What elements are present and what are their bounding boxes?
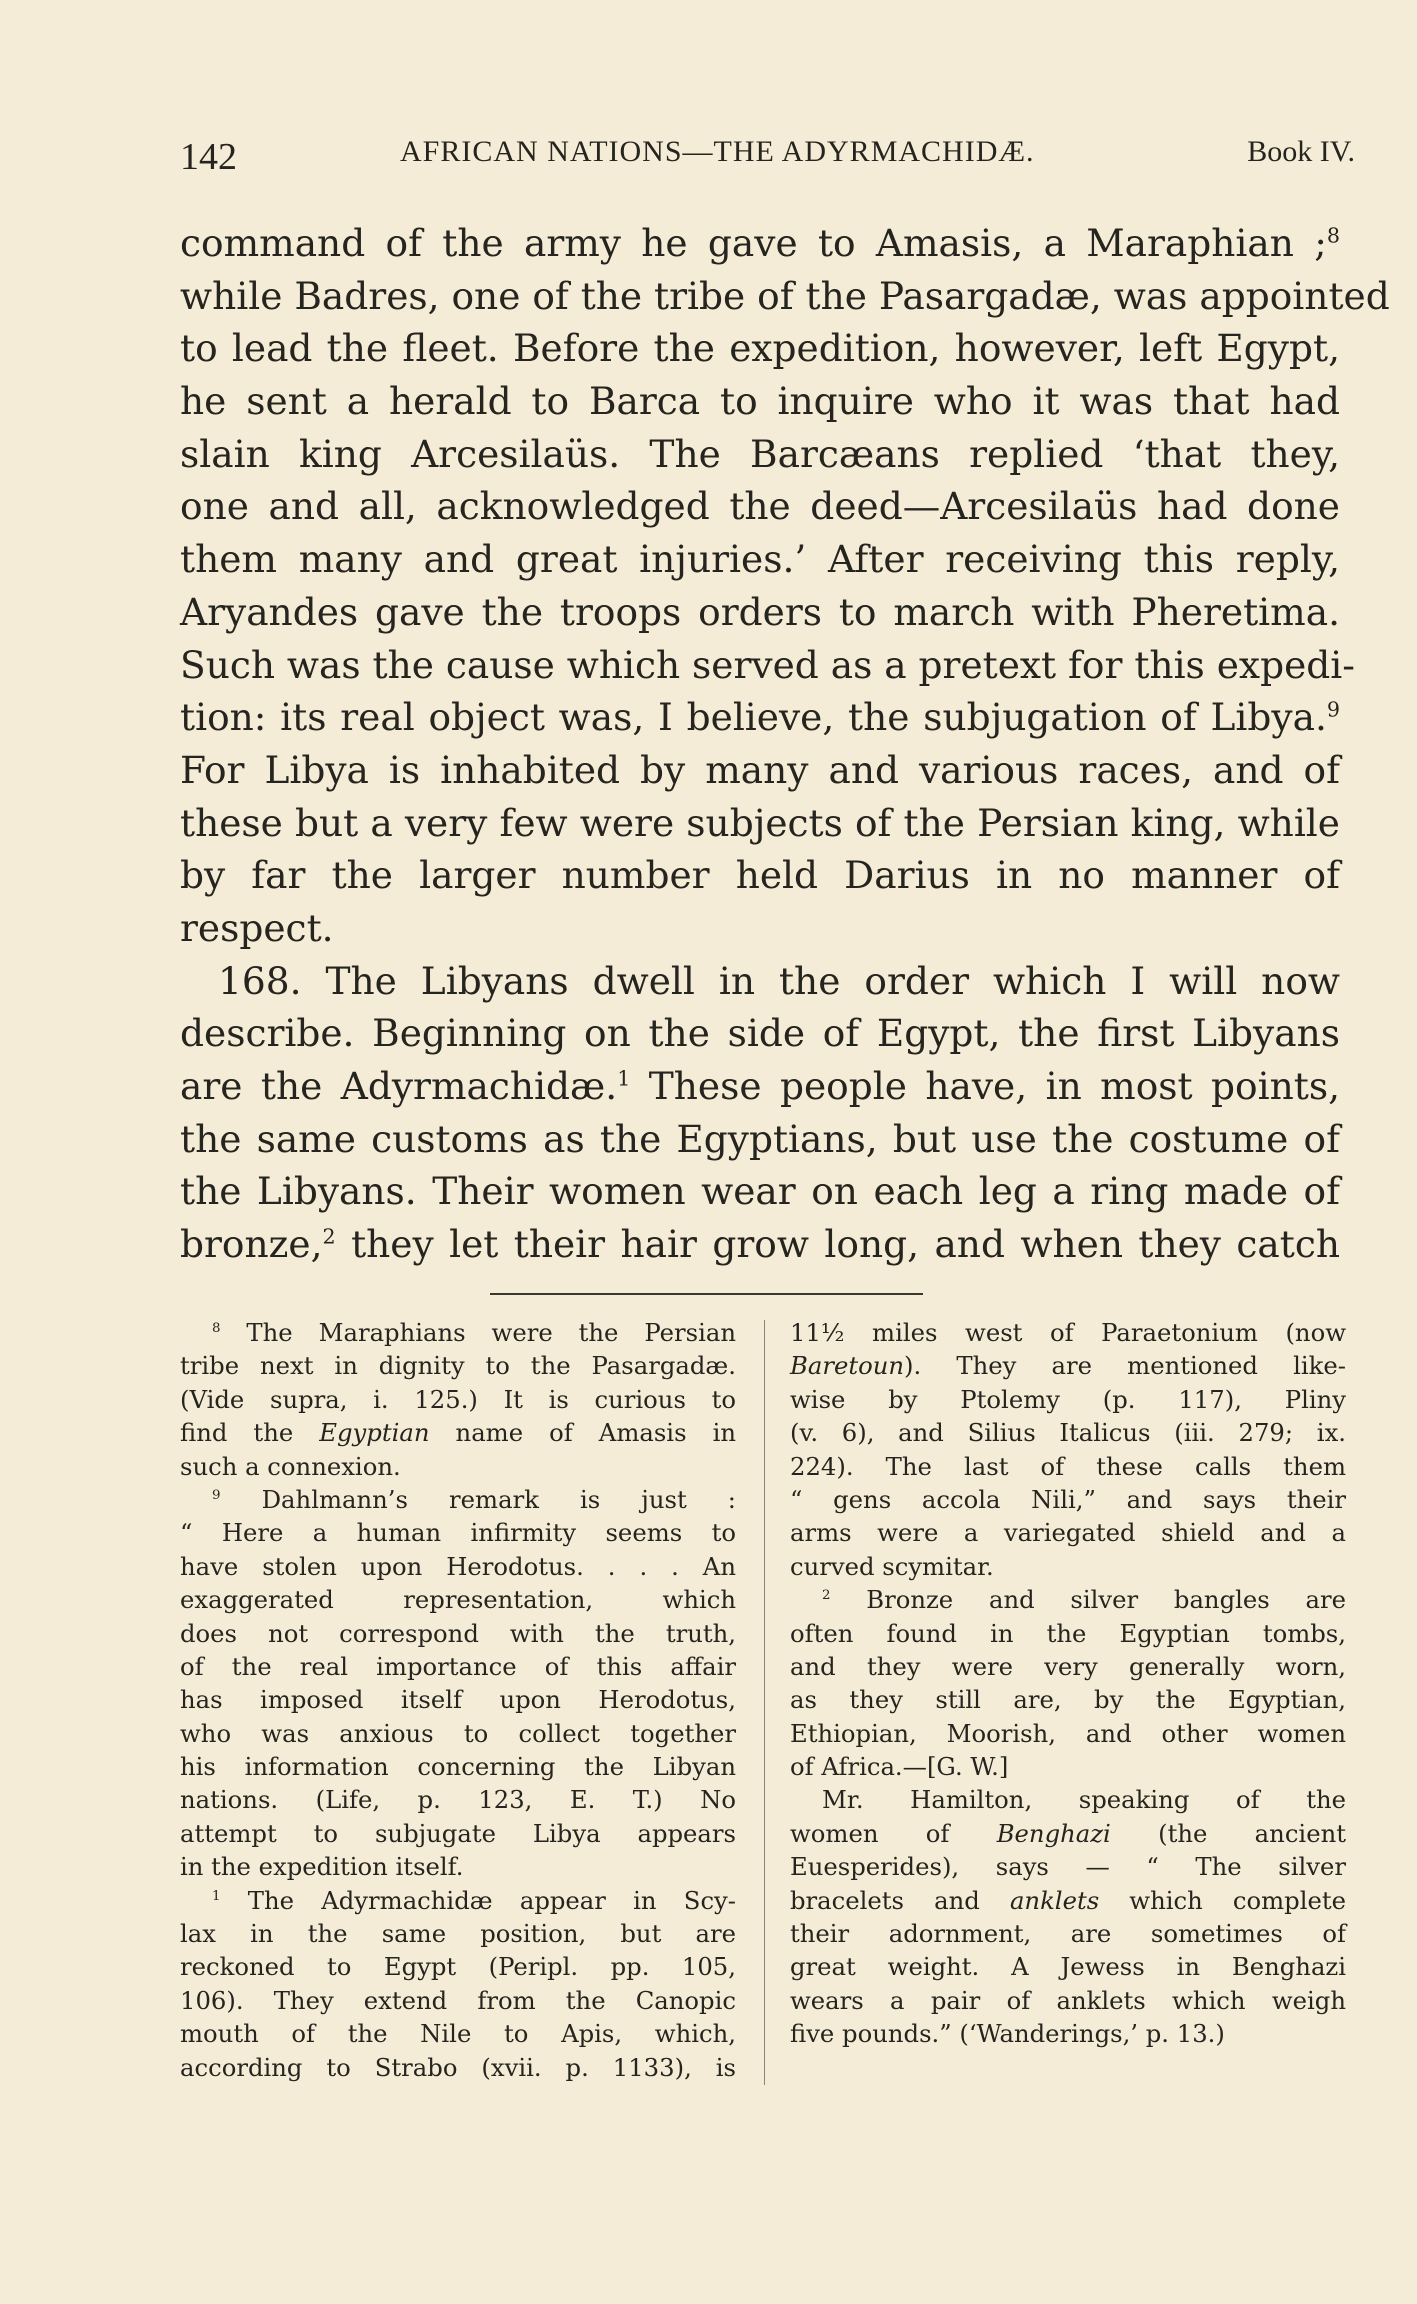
line-text: slain king Arcesilaüs. The Barcæans replied ‘that they,	[180, 431, 1340, 476]
footnote-line	[790, 1349, 1346, 1382]
text-line	[180, 480, 1340, 533]
line-text: reckoned to Egypt (Peripl. pp. 105,	[180, 1952, 736, 1982]
line-text: 11½ miles west of Paraetonium (now	[790, 1318, 1346, 1347]
footnote-line	[180, 1383, 736, 1416]
line-text: Ethiopian, Moorish, and other women	[790, 1718, 1346, 1748]
line-text: does not correspond with the truth,	[180, 1618, 736, 1648]
line-text: and they were very generally worn,	[790, 1651, 1346, 1681]
text-line	[180, 902, 1340, 955]
line-text: (Vide supra, i. 125.) It is curious to	[180, 1384, 736, 1414]
footnote-line	[790, 1617, 1346, 1650]
text-line	[180, 217, 1340, 270]
footnote-line	[790, 1917, 1346, 1950]
line-text: Aryandes gave the troops orders to march with Pheretima.	[180, 589, 1340, 634]
line-text: (the ancient	[1110, 1818, 1346, 1848]
line-text: name of Amasis in	[429, 1418, 736, 1448]
text-line	[180, 849, 1340, 902]
footnote-line	[180, 1717, 736, 1750]
text-line	[180, 955, 1340, 1008]
line-text: Euesperides), says — “ The silver	[790, 1852, 1346, 1882]
footnote-line	[180, 1516, 736, 1549]
footnote-line	[790, 1850, 1346, 1883]
book-label: Book IV.	[1247, 135, 1355, 168]
text-line	[180, 691, 1340, 744]
footnote-ref: 2	[322, 1224, 336, 1249]
footnote-line	[790, 1950, 1346, 1983]
line-text: they let their hair grow long, and when they catch	[335, 1222, 1340, 1267]
footnote-line	[790, 2017, 1346, 2050]
line-text: of the real importance of this affair	[180, 1651, 736, 1681]
footnote-line	[180, 1583, 736, 1616]
line-text: 106). They extend from the Canopic	[180, 1985, 736, 2015]
line-text: women of	[790, 1818, 997, 1848]
line-text: are the Adyrmachidæ.	[180, 1064, 618, 1108]
footnote-line	[180, 1817, 736, 1850]
text-line	[180, 1060, 1340, 1113]
line-text: he sent a herald to Barca to inquire who it was that had	[180, 379, 1340, 424]
line-text: which complete	[1099, 1885, 1346, 1915]
italic-text: Egyptian	[319, 1418, 430, 1448]
footnote-ref: 1	[617, 1066, 631, 1091]
footnote-line	[180, 1783, 736, 1816]
footnotes-right-column	[790, 1316, 1346, 2051]
footnote-line	[180, 1617, 736, 1650]
footnote-line	[180, 1984, 736, 2017]
line-text: as they still are, by the Egyptian,	[790, 1685, 1346, 1715]
line-text: Dahlmann’s remark is just :	[220, 1484, 736, 1514]
line-text: to lead the fleet. Before the expedition, however, left Egypt,	[180, 326, 1340, 371]
footnote-ref: 8	[1326, 223, 1340, 248]
line-text: “ Here a human infirmity seems to	[180, 1518, 736, 1548]
line-text: Bronze and silver bangles are	[830, 1585, 1346, 1615]
running-header	[180, 135, 1355, 185]
line-text: such a connexion.	[180, 1451, 401, 1481]
footnote-line	[790, 1550, 1346, 1583]
line-text: describe. Beginning on the side of Egypt, the first Libyans	[180, 1011, 1340, 1056]
line-text: these but a very few were subjects of the Persian king, while	[180, 800, 1340, 845]
text-line	[180, 1218, 1340, 1271]
line-text: five pounds.” (‘Wanderings,’ p. 13.)	[790, 2019, 1225, 2049]
footnote-column-divider	[764, 1320, 765, 2085]
line-text: often found in the Egyptian tombs,	[790, 1618, 1346, 1648]
footnotes-left-column	[180, 1316, 736, 2084]
line-text: have stolen upon Herodotus. . . . An	[180, 1551, 736, 1581]
line-text: mouth of the Nile to Apis, which,	[180, 2019, 736, 2049]
footnote-line	[180, 1349, 736, 1382]
line-text: wise by Ptolemy (p. 117), Pliny	[790, 1384, 1346, 1414]
line-text: one and all, acknowledged the deed—Arcesilaüs had done	[180, 484, 1340, 529]
footnote-line	[790, 1884, 1346, 1917]
footnote-line	[180, 1917, 736, 1950]
line-text: ). They are mentioned like-	[904, 1351, 1346, 1381]
line-text: their adornment, are sometimes of	[790, 1919, 1346, 1949]
footnote-line	[180, 2051, 736, 2084]
line-text: command of the army he gave to Amasis, a Maraphian ;	[180, 221, 1327, 265]
footnote-line	[180, 1416, 736, 1449]
italic-text: Benghazi	[996, 1818, 1111, 1848]
text-line	[180, 1113, 1340, 1166]
footnote-marker: 2	[822, 1588, 831, 1604]
line-text: exaggerated representation, which	[180, 1585, 736, 1615]
line-text: wears a pair of anklets which weigh	[790, 1985, 1346, 2015]
footnote-line	[180, 1683, 736, 1716]
line-text: great weight. A Jewess in Benghazi	[790, 1952, 1346, 1982]
footnote-line	[790, 1516, 1346, 1549]
footnote-line	[180, 1550, 736, 1583]
footnote-marker: 9	[212, 1487, 221, 1503]
line-text: of Africa.—[G. W.]	[790, 1752, 1009, 1782]
text-line	[180, 797, 1340, 850]
footnote-line	[790, 1416, 1346, 1449]
page-number: 142	[180, 136, 237, 178]
line-text: tribe next in dignity to the Pasargadæ.	[180, 1351, 736, 1381]
footnote-line	[180, 1450, 736, 1483]
line-text: Such was the cause which served as a pretext for this expedi-	[180, 642, 1355, 687]
footnote-line	[180, 1950, 736, 1983]
line-text: by far the larger number held Darius in no manner of	[180, 853, 1340, 898]
line-text: bracelets and	[790, 1885, 1010, 1915]
footnote-line	[790, 1583, 1346, 1616]
line-text: 168. The Libyans dwell in the order which I will now	[218, 958, 1340, 1003]
italic-text: anklets	[1009, 1885, 1100, 1915]
line-text: attempt to subjugate Libya appears	[180, 1818, 736, 1848]
footnote-line	[180, 1483, 736, 1516]
footnote-marker: 8	[212, 1320, 221, 1336]
footnote-line	[180, 1884, 736, 1917]
text-line	[180, 639, 1355, 692]
footnote-marker: 1	[212, 1888, 221, 1904]
text-line	[180, 533, 1340, 586]
footnote-line	[790, 1717, 1346, 1750]
text-line	[180, 586, 1340, 639]
footnote-line	[790, 1650, 1346, 1683]
footnote-line	[180, 2017, 736, 2050]
footnote-line	[180, 1316, 736, 1349]
footnote-ref: 9	[1326, 697, 1340, 722]
footnote-rule	[490, 1293, 923, 1295]
text-line	[180, 375, 1340, 428]
line-text: them many and great injuries.’ After receiving this reply,	[180, 537, 1340, 582]
footnote-line	[790, 1383, 1346, 1416]
line-text: according to Strabo (xvii. p. 1133), is	[180, 2052, 736, 2082]
footnote-line	[790, 1483, 1346, 1516]
text-line	[180, 1007, 1340, 1060]
line-text: has imposed itself upon Herodotus,	[180, 1685, 736, 1715]
footnote-line	[790, 1817, 1346, 1850]
line-text: curved scymitar.	[790, 1551, 994, 1581]
line-text: while Badres, one of the tribe of the Pasargadæ, was appointed	[180, 273, 1390, 318]
footnote-line	[790, 1984, 1346, 2017]
line-text: “ gens accola Nili,” and says their	[790, 1484, 1346, 1514]
line-text: 224). The last of these calls them	[790, 1451, 1346, 1481]
footnote-line	[790, 1450, 1346, 1483]
line-text: in the expedition itself.	[180, 1852, 464, 1882]
running-title: AFRICAN NATIONS—THE ADYRMACHIDÆ.	[400, 135, 1035, 168]
main-text	[180, 217, 1390, 1271]
footnote-line	[790, 1316, 1346, 1349]
text-line	[180, 1165, 1340, 1218]
footnote-line	[790, 1683, 1346, 1716]
line-text: For Libya is inhabited by many and various races, and of	[180, 747, 1340, 792]
footnote-line	[180, 1750, 736, 1783]
text-line	[180, 744, 1340, 797]
footnote-line	[790, 1750, 1346, 1783]
line-text: his information concerning the Libyan	[180, 1752, 736, 1782]
text-line	[180, 322, 1340, 375]
footnote-line	[180, 1850, 736, 1883]
line-text: nations. (Life, p. 123, E. T.) No	[180, 1785, 736, 1815]
line-text: The Adyrmachidæ appear in Scy-	[220, 1885, 736, 1915]
line-text: (v. 6), and Silius Italicus (iii. 279; ix.	[790, 1418, 1346, 1448]
text-line	[180, 270, 1390, 323]
line-text: The Maraphians were the Persian	[220, 1318, 736, 1347]
line-text: Mr. Hamilton, speaking of the	[822, 1785, 1346, 1815]
line-text: These people have, in most points,	[630, 1064, 1340, 1108]
line-text: bronze,	[180, 1222, 323, 1267]
line-text: lax in the same position, but are	[180, 1919, 736, 1949]
text-line	[180, 428, 1340, 481]
line-text: the Libyans. Their women wear on each leg a ring made of	[180, 1169, 1340, 1214]
line-text: arms were a variegated shield and a	[790, 1518, 1346, 1548]
italic-text: Baretoun	[790, 1351, 905, 1381]
line-text: who was anxious to collect together	[180, 1718, 736, 1748]
line-text: tion: its real object was, I believe, the subjugation of Libya.	[180, 695, 1327, 740]
line-text: find the	[180, 1418, 320, 1448]
line-text: respect.	[180, 905, 334, 950]
line-text: the same customs as the Egyptians, but use the costume of	[180, 1116, 1340, 1161]
footnote-line	[790, 1783, 1346, 1816]
footnote-line	[180, 1650, 736, 1683]
